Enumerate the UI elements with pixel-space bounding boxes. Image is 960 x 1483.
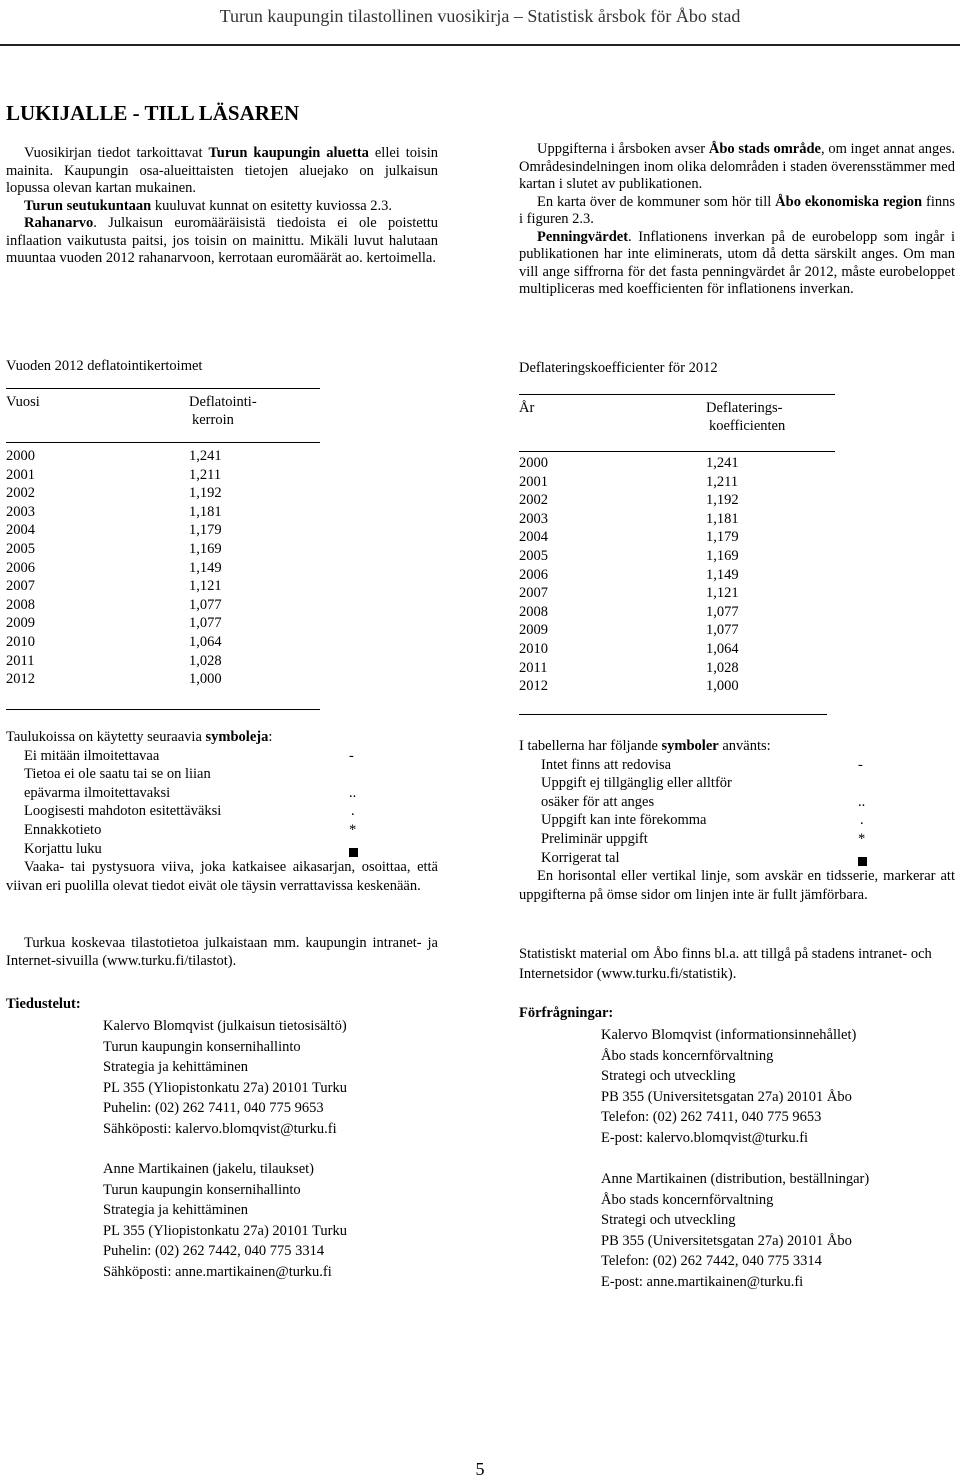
- sv-symbol-row: Uppgift ej tillgänglig eller alltför: [541, 775, 732, 792]
- contact-line: Telefon: (02) 262 7442, 040 775 3314: [601, 1253, 822, 1269]
- fi-contact-2: [103, 1159, 347, 1282]
- table-cell-value: 1,149: [706, 566, 739, 583]
- table-cell-year: 2004: [519, 529, 548, 546]
- square-icon: [349, 848, 358, 857]
- sv-symbol-row: Preliminär uppgift *: [541, 830, 866, 847]
- fi-intro-p2: Turun seutukuntaan kuuluvat kunnat on esitetty kuviossa 2.3.: [24, 197, 393, 214]
- sv-table-col-value: Deflaterings- koefficienten: [706, 400, 786, 434]
- table-row: [519, 678, 839, 697]
- sv-symbol-row: osäker för att anges ..: [541, 793, 866, 810]
- table-cell-value: 1,077: [706, 603, 739, 620]
- sv-table-body: [519, 455, 839, 697]
- square-icon: [858, 857, 867, 866]
- contact-line: Åbo stads koncernförvaltning: [601, 1047, 774, 1064]
- table-row: [6, 634, 326, 653]
- fi-symbol-row: Loogisesti mahdoton esitettäväksi .: [24, 803, 355, 820]
- table-cell-value: 1,121: [189, 578, 222, 595]
- contact-line: Kalervo Blomqvist (informationsinnehållet): [601, 1027, 857, 1043]
- contact-line: Anne Martikainen (distribution, beställningar): [601, 1171, 870, 1187]
- contact-line: PB 355 (Universitetsgatan 27a) 20101 Åbo: [601, 1088, 852, 1105]
- table-row: [519, 492, 839, 511]
- table-cell-year: 2007: [519, 585, 548, 602]
- table-cell-value: 1,077: [189, 596, 222, 613]
- fi-symbols-note: Vaaka- tai pystysuora viiva, joka katkaisee aikasarjan, osoittaa, että viivan eri puolilla olevat tiedot eivät ole täysin verrattavissa keskenään.: [6, 859, 438, 894]
- table-cell-value: 1,181: [189, 503, 222, 520]
- fi-symbol-row: Ei mitään ilmoitettavaa -: [24, 747, 354, 764]
- table-cell-year: 2002: [6, 485, 35, 502]
- table-cell-year: 2001: [519, 473, 548, 490]
- table-cell-year: 2005: [6, 540, 35, 557]
- sv-table-title: Deflateringskoefficienter för 2012: [519, 360, 718, 376]
- table-row: [6, 578, 326, 597]
- table-cell-year: 2009: [6, 615, 35, 632]
- table-cell-year: 2008: [519, 603, 548, 620]
- page-number: 5: [475, 1459, 485, 1479]
- sv-contact-label: Förfrågningar:: [519, 1005, 614, 1021]
- sv-table-col-year: År: [519, 400, 535, 416]
- table-row: [6, 504, 326, 523]
- table-cell-year: 2012: [6, 671, 35, 688]
- table-cell-year: 2000: [6, 448, 35, 464]
- header-rule: [0, 44, 960, 46]
- table-row: [6, 522, 326, 541]
- table-cell-value: 1,169: [706, 547, 739, 564]
- table-cell-value: 1,211: [706, 473, 739, 490]
- fi-table-rule-mid: [6, 442, 320, 443]
- table-cell-year: 2009: [519, 622, 548, 639]
- contact-line: E-post: kalervo.blomqvist@turku.fi: [601, 1129, 809, 1146]
- table-cell-year: 2011: [6, 652, 35, 669]
- table-cell-value: 1,121: [706, 585, 739, 602]
- table-row: [6, 671, 326, 690]
- table-cell-value: 1,028: [189, 652, 222, 669]
- sv-contact-1: [601, 1025, 856, 1148]
- running-header: Turun kaupungin tilastollinen vuosikirja – Statistisk årsbok för Åbo stad: [219, 6, 741, 26]
- contact-line: Turun kaupungin konsernihallinto: [103, 1181, 301, 1198]
- sv-symbols: [519, 737, 955, 904]
- fi-symbols-intro: Taulukoissa on käytetty seuraavia symboleja:: [6, 729, 273, 745]
- table-cell-year: 2001: [6, 466, 35, 483]
- table-cell-value: 1,241: [189, 448, 222, 464]
- sv-intro-p1: Uppgifterna i årsboken avser Åbo stads område, om inget annat anges. Områdesindelningen inom olika delområden i staden överensstämmer med kartan i slutet av publikationen.: [519, 141, 955, 192]
- fi-symbol-row: epävarma ilmoitettavaksi ..: [24, 784, 357, 801]
- sv-table-rule-mid: [519, 451, 835, 452]
- fi-table-rule-bottom: [6, 709, 320, 710]
- table-row: [519, 585, 839, 604]
- table-cell-value: 1,211: [189, 466, 222, 483]
- sv-intro-p3: Penningvärdet. Inflationens inverkan på de eurobelopp som ingår i publikationen har inte eliminerats, utom då detta särskilt anges. Om man vill ange siffrorna för det fasta penningvärdet år 2012, måste eurobeloppet multipliceras med koefficienten för inflationens inverkan.: [519, 228, 955, 297]
- fi-table-title: Vuoden 2012 deflatointikertoimet: [6, 358, 203, 374]
- sv-table-rule-bottom: [519, 714, 827, 715]
- table-cell-value: 1,064: [189, 633, 222, 650]
- table-row: [519, 567, 839, 586]
- table-row: [519, 622, 839, 641]
- table-row: [6, 615, 326, 634]
- table-row: [519, 529, 839, 548]
- table-cell-value: 1,179: [189, 522, 222, 539]
- table-cell-value: 1,181: [706, 510, 739, 527]
- table-row: [519, 604, 839, 623]
- table-cell-value: 1,064: [706, 640, 739, 657]
- table-cell-year: 2005: [519, 547, 548, 564]
- table-row: [6, 560, 326, 579]
- fi-symbol-row: Tietoa ei ole saatu tai se on liian: [24, 766, 211, 783]
- contact-line: Strategi och utveckling: [601, 1212, 736, 1228]
- fi-symbol-row: Ennakkotieto *: [24, 821, 357, 838]
- table-cell-value: 1,179: [706, 529, 739, 546]
- table-cell-value: 1,192: [189, 485, 222, 502]
- table-cell-year: 2012: [519, 678, 548, 695]
- fi-table-body: [6, 448, 326, 690]
- table-row: [519, 660, 839, 679]
- table-cell-value: 1,077: [706, 622, 739, 639]
- table-row: [6, 597, 326, 616]
- table-cell-value: 1,028: [706, 659, 739, 676]
- contact-line: Anne Martikainen (jakelu, tilaukset): [103, 1161, 314, 1177]
- table-cell-year: 2003: [6, 503, 35, 520]
- contact-line: Strategia ja kehittäminen: [103, 1059, 248, 1075]
- sv-symbols-intro: I tabellerna har följande symboler använts:: [519, 738, 771, 754]
- fi-contact-1: [103, 1016, 347, 1139]
- table-cell-value: 1,241: [706, 455, 739, 471]
- table-cell-value: 1,000: [706, 678, 739, 695]
- fi-intro-p3: Rahanarvo. Julkaisun euromääräisistä tiedoista ei ole poistettu inflaation vaikutusta paitsi, jos toisin on mainittu. Mikäli luvut halutaan muuntaa vuoden 2012 rahanarvoon, kerrotaan euromäärät ao. kertoimella.: [6, 215, 438, 266]
- fi-table-col-value: Deflatointi- kerroin: [189, 394, 257, 428]
- sv-intro-p2: En karta över de kommuner som hör till Åbo ekonomiska region finns i figuren 2.3.: [519, 193, 955, 227]
- fi-symbols: [6, 728, 438, 895]
- sv-symbol-row: Uppgift kan inte förekomma .: [541, 812, 864, 829]
- contact-line: Telefon: (02) 262 7411, 040 775 9653: [601, 1109, 822, 1125]
- contact-line: Turun kaupungin konsernihallinto: [103, 1038, 301, 1055]
- table-cell-year: 2006: [519, 566, 548, 583]
- contact-line: Strategi och utveckling: [601, 1068, 736, 1084]
- contact-line: PL 355 (Yliopistonkatu 27a) 20101 Turku: [103, 1222, 347, 1239]
- table-cell-value: 1,169: [189, 540, 222, 557]
- table-cell-year: 2004: [6, 522, 35, 539]
- sv-symbol-row: Korrigerat tal: [519, 849, 955, 868]
- table-row: [519, 511, 839, 530]
- contact-line: Sähköposti: anne.martikainen@turku.fi: [103, 1263, 332, 1280]
- contact-line: PB 355 (Universitetsgatan 27a) 20101 Åbo: [601, 1232, 852, 1249]
- sv-contact-2: [601, 1169, 869, 1292]
- table-row: [519, 548, 839, 567]
- table-row: [6, 653, 326, 672]
- table-cell-year: 2007: [6, 578, 35, 595]
- table-row: [6, 541, 326, 560]
- table-row: [6, 448, 326, 467]
- table-row: [519, 455, 839, 474]
- contact-line: Puhelin: (02) 262 7411, 040 775 9653: [103, 1100, 324, 1116]
- fi-internet-note: Turkua koskevaa tilastotietoa julkaistaan mm. kaupungin intranet- ja Internet-sivuilla (www.turku.fi/tilastot).: [6, 935, 438, 969]
- contact-line: E-post: anne.martikainen@turku.fi: [601, 1273, 804, 1290]
- fi-table-rule-top: [6, 388, 320, 389]
- table-row: [519, 641, 839, 660]
- table-cell-value: 1,149: [189, 559, 222, 576]
- fi-table-col-year: Vuosi: [6, 394, 40, 410]
- table-row: [6, 467, 326, 486]
- page-heading: LUKIJALLE - TILL LÄSAREN: [6, 101, 300, 125]
- contact-line: Puhelin: (02) 262 7442, 040 775 3314: [103, 1243, 325, 1259]
- fi-intro-p1: Vuosikirjan tiedot tarkoittavat Turun kaupungin aluetta ellei toisin mainita. Kaupungin osa-alueittaisten tietojen aluejako on julkaisun lopussa olevan kartan mukainen.: [6, 145, 438, 196]
- contact-line: Åbo stads koncernförvaltning: [601, 1191, 774, 1208]
- table-cell-year: 2003: [519, 510, 548, 527]
- sv-symbols-note: En horisontal eller vertikal linje, som avskär en tidsserie, markerar att uppgifterna på ömse sidor om linjen inte är fullt jämförbara.: [519, 868, 955, 903]
- table-cell-value: 1,192: [706, 492, 739, 509]
- sv-symbol-row: Intet finns att redovisa -: [541, 756, 863, 773]
- table-cell-value: 1,000: [189, 671, 222, 688]
- fi-intro: [6, 145, 438, 268]
- table-cell-year: 2006: [6, 559, 35, 576]
- contact-line: Kalervo Blomqvist (julkaisun tietosisältö): [103, 1018, 347, 1034]
- table-cell-year: 2000: [519, 455, 548, 471]
- table-row: [6, 485, 326, 504]
- fi-contact-label: Tiedustelut:: [6, 996, 81, 1012]
- contact-line: Strategia ja kehittäminen: [103, 1202, 248, 1218]
- sv-intro: [519, 141, 955, 299]
- table-cell-year: 2008: [6, 596, 35, 613]
- contact-line: Sähköposti: kalervo.blomqvist@turku.fi: [103, 1120, 337, 1137]
- table-cell-year: 2010: [6, 633, 35, 650]
- table-cell-year: 2011: [519, 659, 548, 676]
- table-row: [519, 474, 839, 493]
- sv-table-rule-top: [519, 394, 835, 395]
- table-cell-year: 2002: [519, 492, 548, 509]
- fi-symbol-row: Korjattu luku: [6, 840, 438, 859]
- table-cell-year: 2010: [519, 640, 548, 657]
- contact-line: PL 355 (Yliopistonkatu 27a) 20101 Turku: [103, 1079, 347, 1096]
- table-cell-value: 1,077: [189, 615, 222, 632]
- sv-internet-note: Statistiskt material om Åbo finns bl.a. att tillgå på stadens intranet- och Internetsidor (www.turku.fi/statistik).: [519, 946, 932, 982]
